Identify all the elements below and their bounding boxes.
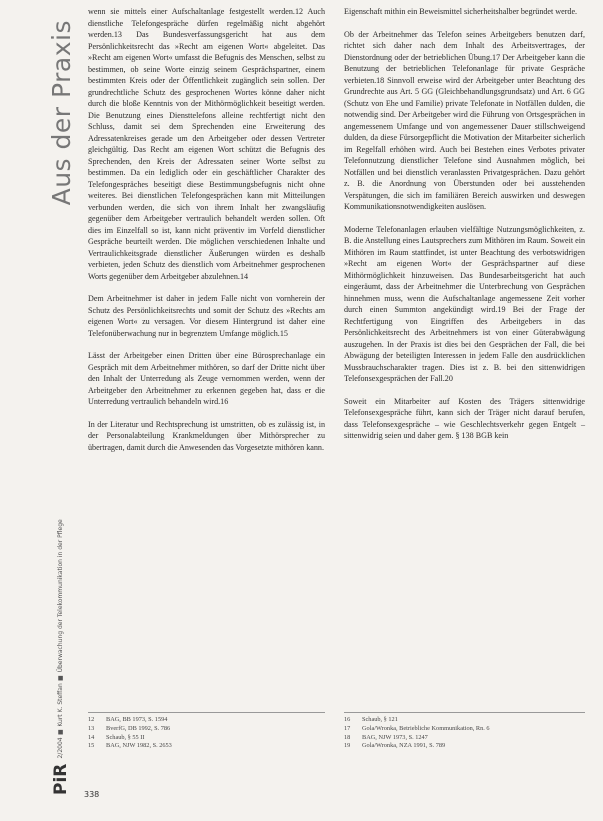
footnote-divider bbox=[88, 712, 325, 713]
paragraph: Dem Arbeitnehmer ist daher in jedem Falle nicht von vornherein der Schutz des Persönlichkeitsrechts und somit der Schutz des »Rechts am eigenen Wort« zu versagen. Vor diesem Hintergrund ist daher eine Telefonüberwachung nur in begrenztem Umfange möglich.15 bbox=[88, 294, 325, 338]
footnote-text: BAG, NJW 1973, S. 1247 bbox=[362, 733, 428, 741]
footnote-text: Gola/Wronka, Betriebliche Kommunikation, Rn. 6 bbox=[362, 724, 490, 732]
page-number: 338 bbox=[84, 790, 100, 799]
footnote bbox=[344, 716, 585, 725]
footnote-text: BAG, NJW 1982, S. 2653 bbox=[106, 742, 172, 750]
section-title bbox=[38, 20, 84, 240]
journal-logo: PiR bbox=[51, 763, 71, 795]
footnote-divider bbox=[344, 712, 585, 713]
footnote-number: 15 bbox=[88, 742, 95, 750]
paragraph: Ob der Arbeitnehmer das Telefon seines Arbeitgebers benutzen darf, richtet sich daher nach dem Inhalt des Arbeitsvertrages, der Dienstordnung oder der betrieblichen Übung.17 Der Arbeitgeber kann die Benutzung der betrieblichen Telefonanlage für private Gespräche verbieten.18 Sinnvoll erweise wird der Arbeitgeber unter Beachtung des Grundrechte aus Art. 5 GG (Gleichbehandlungsgrundsatz) und Art. 6 GG (Schutz von Ehe und Familie) private Telefonate in Notfällen dulden, die notwendig sind. Der Arbeitgeber wird die Führung von Ortsgesprächen in angemessenem Umfange und von angemessener Dauer stillschweigend dulden, da diese Fürsorgepflicht die Motivation der Mitarbeiter sicherlich im Regelfall erhöhen wird. Auch bei Bestehen eines Verbotes privater Telefonnutzung dienstlicher Telefone sind Ausnahmen möglich, bei Notfällen und bei dienstlich veranlassten Privatgesprächen. Dazu gehört z. B. die Anordnung von Überstunden oder bei ausstehenden Verspätungen, die sich im familiären Bereich auswirken und deswegen Kommunikationsnotwendigkeiten auslösen. bbox=[344, 29, 585, 211]
footnote-text: BverfG, DB 1992, S. 786 bbox=[106, 724, 171, 732]
footnote-number: 19 bbox=[344, 742, 351, 750]
footnote bbox=[344, 725, 585, 734]
footnotes-left bbox=[88, 716, 325, 751]
section-title-text: Aus der Praxis bbox=[46, 20, 76, 206]
footnote bbox=[88, 716, 325, 725]
footnote bbox=[88, 725, 325, 734]
footnote-text: Schaub, § 55 II bbox=[106, 733, 145, 741]
footnote-number: 18 bbox=[344, 733, 351, 741]
footnotes-right bbox=[344, 716, 585, 751]
footnote-number: 17 bbox=[344, 724, 351, 732]
footnote-text: Gola/Wronka, NZA 1991, S. 789 bbox=[362, 742, 446, 750]
running-head-text: 2/2004 ■ Kurt K. Steffan ■ Überwachung der Telekommunikation in der Pflege bbox=[57, 519, 64, 759]
footnote bbox=[344, 742, 585, 751]
footnote-number: 14 bbox=[88, 733, 95, 741]
footnote-number: 16 bbox=[344, 716, 351, 723]
right-column bbox=[344, 6, 585, 453]
paragraph: Eigenschaft mithin ein Beweismittel sicherheitshalber begründet werde. bbox=[344, 7, 578, 16]
left-column bbox=[88, 6, 325, 464]
footnote-text: BAG, BB 1973, S. 1594 bbox=[106, 716, 168, 723]
paragraph: In der Literatur und Rechtsprechung ist umstritten, ob es zulässig ist, in der Personalabteilung Krankmeldungen über Mithörsprecher zu übertragen, damit durch die Anwesenden das Vorgesetzte mithören kann. bbox=[88, 419, 325, 452]
paragraph: wenn sie mittels einer Aufschaltanlage festgestellt werden.12 Auch dienstliche Telefongespräche dürfen regelmäßig nicht abgehört werden.13 Das Bundesverfassungsgericht hat aus dem Persönlichkeitsrecht das »Recht am eigenen Wort« abgeleitet. Das »Recht am eigenen Wort« umfasst die Befugnis des Menschen, selbst zu bestimmen, ob seine Worte einzig seinem Gesprächspartner, einem bestimmten Kreis oder der Öffentlichkeit zugänglich sein sollen. Der grundrechtliche Schutz des gesprochenen Wortes könne daher nicht durch die bloße Kenntnis von der Mithörmöglichkeit beseitigt werden. Die Benutzung eines Diensttelefons alleine rechtfertigt nicht den Schluss, damit sei dem Sprechenden eine Erweiterung des Adressatenkreises gerade um den Arbeitgeber oder dessen Vertreter gleichgültig. Das Recht am eigenen Wort schützt die Befugnis des Sprechenden, den Kreis der Adressaten seiner Worte selbst zu bestimmen. Da ein lediglich oder ein geschäftlicher Charakter des Telefongespräches beseitigt diese Bestimmungsbefugnis nicht ohne weiteres. Bei dienstlichen Telefongesprächen kann mit Mitteilungen verbunden werden, die sich von ihrem Inhalt her zwangsläufig gegenüber dem Arbeitgeber vertraulich behandelt werden sollen. Oft dies im Einzelfall so ist, kann nicht präventiv im Vorfeld dienstlicher Gespräche beurteilt werden. Die möglichen verschiedenen Inhalte und Vertraulichkeitsgrade dienstlicher Äußerungen würden es deshalb verbieten, jeden Schutz des dienstlich vom Arbeitnehmer gesprochenen Worts gegenüber dem Arbeitgeber abzulehnen.14 bbox=[88, 7, 325, 281]
paragraph: Moderne Telefonanlagen erlauben vielfältige Nutzungsmöglichkeiten, z. B. die Anstellung eines Lautsprechers zum Mithören im Raum. Soweit ein Mithören im Raum stattfindet, ist unter Beachtung des verbotswidrigen »Recht am eigenen Wort« der Gesprächspartner auf diese Mithörmöglichkeit hinzuweisen. Das Bundesarbeitsgericht hat auch eingeräumt, dass der Arbeitnehmer die Unterbrechung von Gesprächen hinnehmen muss, wenn die Aufschaltanlage angemessene Zeit vorher durch einen Summton angekündigt wird.19 Bei der Frage der Rechtfertigung von Eingriffen des Arbeitgebers in das Persönlichkeitsrecht des Arbeitnehmers ist von einer Güterabwägung auszugehen. In der Praxis ist dies bei den Gesprächen der Fall, die bei Abwägung der beteiligten Interessen in jedem Falle den ausdrücklichen Mussbrauchscharakter tragen. Dies ist z. B. bei den sittenwidrigen Telefonsexgesprächen der Fall.20 bbox=[344, 224, 585, 383]
running-head bbox=[50, 435, 72, 795]
footnote bbox=[88, 742, 325, 751]
footnote-number: 13 bbox=[88, 724, 95, 732]
footnote-number: 12 bbox=[88, 716, 95, 723]
footnote-text: Schaub, § 121 bbox=[362, 716, 398, 723]
footnote bbox=[344, 734, 585, 743]
paragraph: Soweit ein Mitarbeiter auf Kosten des Trägers sittenwidrige Telefonsexgespräche führt, kann sich der Träger nicht darauf berufen, dass Telefonsexgespräche – wie Geschlechtsverkehr gegen Entgelt – sittenwidrig seien und daher gem. § 138 BGB kein bbox=[344, 396, 585, 440]
footnote bbox=[88, 734, 325, 743]
paragraph: Lässt der Arbeitgeber einen Dritten über eine Bürosprechanlage ein Gespräch mit dem Arbeitnehmer mithören, so darf der Dritte nicht über den Inhalt der Unterredung als Zeuge vernommen werden, wenn der Arbeitgeber den Arbeitnehmer zu erkennen gegeben hat, dass er die Unterredung vertraulich behandeln wird.16 bbox=[88, 351, 325, 406]
